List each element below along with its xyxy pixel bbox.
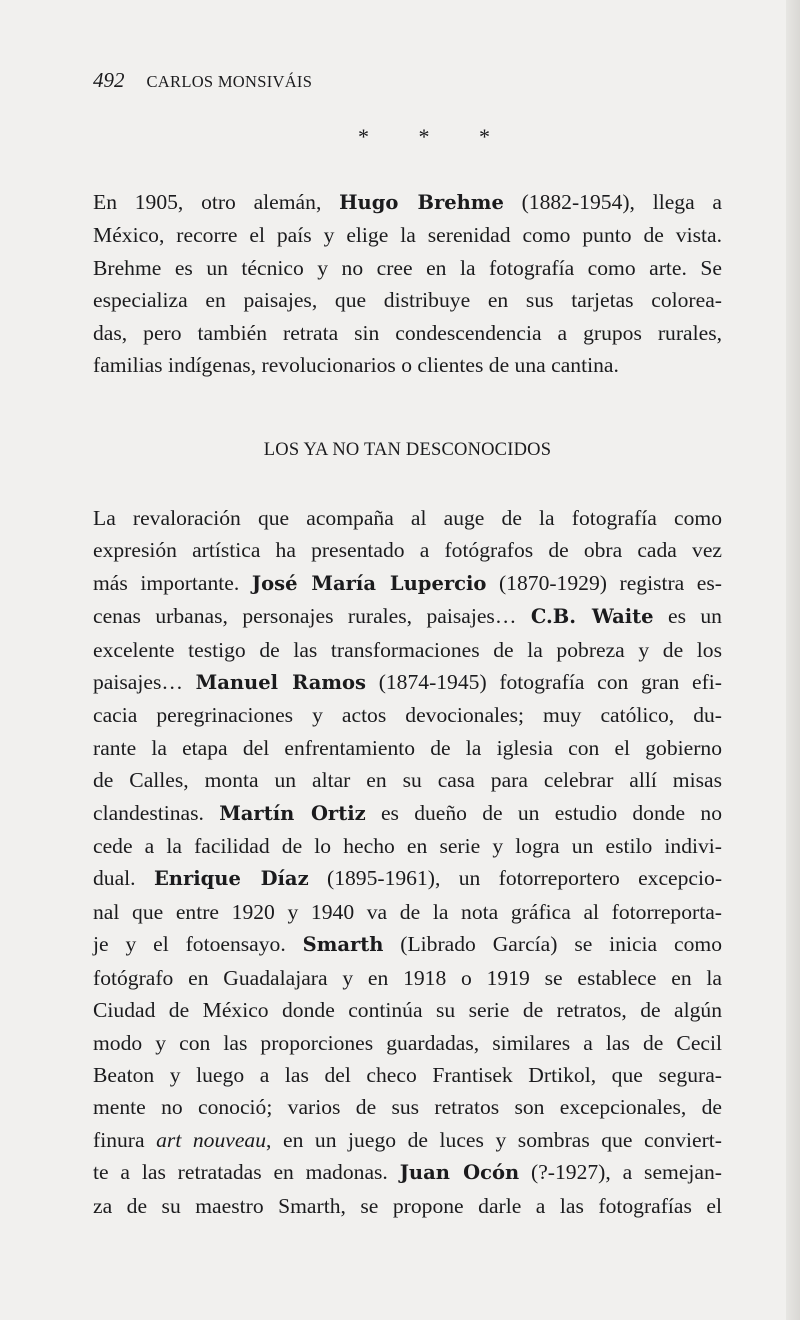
page-header [93,68,312,93]
text-run: (Librado García) se inicia como [383,932,722,957]
text-run: finura [93,1127,157,1152]
text-line [93,699,722,731]
text-run: cacia peregrinaciones y actos devocionales; muy católico, du- [93,703,722,728]
text-run: modo y con las proporciones guardadas, similares a las de Cecil [93,1030,722,1055]
text-line [93,502,722,534]
text-run: La revaloración que acompaña al auge de la fotografía como [93,506,722,530]
text-run: cenas urbanas, personajes rurales, paisajes… [93,604,531,629]
text-line [93,862,722,895]
photographer-name: Smarth [302,933,384,957]
text-line [93,1059,722,1091]
text-run: das, pero también retrata sin condescendencia a grupos rurales, [93,320,722,345]
text-run: especializa en paisajes, que distribuye en sus tarjetas colorea- [93,288,722,313]
text-line [93,219,722,251]
text-run: excelente testigo de las transformaciones de la pobreza y de los [93,637,722,662]
text-run: (1870-1929) registra es- [486,570,722,595]
photographer-name: Manuel Ramos [195,671,367,695]
text-line [93,732,722,764]
text-line [93,534,722,566]
text-run: En 1905, otro alemán, [93,190,340,214]
text-run: paisajes… [93,670,196,695]
text-line [93,666,722,699]
text-run: es dueño de un estudio donde no [365,800,722,825]
text-run: de Calles, monta un altar en su casa para celebrar allí misas [93,768,722,793]
text-run: México, recorre el país y elige la serenidad como punto de vista. [93,223,722,248]
text-run: (?-1927), a semejan- [519,1160,722,1185]
text-line [93,1190,722,1222]
text-line [93,634,722,666]
text-line [93,1027,722,1059]
text-line [93,317,722,349]
text-line [93,764,722,796]
text-run: dual. [93,866,154,891]
text-line [93,1156,722,1189]
section-heading: LOS YA NO TAN DESCONOCIDOS [263,440,552,460]
text-run: (1874-1945) fotografía con gran efi- [366,670,722,695]
page-number: 492 [93,68,125,92]
text-line [93,186,722,219]
text-run: za de su maestro Smarth, se propone darle a las fotografías el [93,1193,722,1218]
text-run: , en un juego de luces y sombras que conviert- [266,1127,722,1152]
paragraph-desconocidos [93,502,722,1222]
paragraph-brehme [93,186,722,381]
text-run: fotógrafo en Guadalajara y en 1918 o 1919 se establece en la [93,965,722,990]
text-run: cede a la facilidad de lo hecho en serie y logra un estilo indivi- [93,834,722,859]
italic-term: art nouveau [156,1127,267,1152]
text-line [93,797,722,830]
text-run: es un [653,604,722,629]
text-line [93,962,722,994]
text-line [93,252,722,284]
text-line [93,994,722,1026]
section-separator: * * * [358,124,512,149]
photographer-name: José María Lupercio [251,571,487,595]
text-run: mente no conoció; varios de sus retratos son excepcionales, de [93,1095,722,1120]
running-head: CARLOS MONSIVÁIS [146,72,313,91]
text-run: Beaton y luego a las del checo Frantisek Drtikol, que segura- [93,1062,722,1087]
text-run: (1895-1961), un fotorreportero excepcio- [308,866,723,891]
text-run: je y el fotoensayo. [93,932,303,957]
text-run: más importante. [93,570,252,595]
page-edge [786,0,800,1320]
photographer-name: C.B. Waite [530,605,654,629]
text-line [93,349,722,381]
text-run: (1882-1954), llega a [503,190,722,214]
text-run: rante la etapa del enfrentamiento de la iglesia con el gobierno [93,735,722,760]
text-line [93,830,722,862]
text-line [93,567,722,600]
text-line [93,1124,722,1156]
text-run: Ciudad de México donde continúa su serie de retratos, de algún [93,998,722,1023]
photographer-name: Enrique Díaz [153,867,309,891]
text-run: Brehme es un técnico y no cree en la fotografía como arte. Se [93,255,722,280]
text-run: nal que entre 1920 y 1940 va de la nota gráfica al fotorreporta- [93,899,722,924]
text-run: familias indígenas, revolucionarios o clientes de una cantina. [93,353,619,378]
photographer-name: Martín Ortiz [219,801,366,825]
text-run: expresión artística ha presentado a fotógrafos de obra cada vez [93,538,722,563]
text-line [93,896,722,928]
photographer-name: Juan Ocón [399,1161,520,1185]
text-line [93,928,722,961]
text-line [93,1091,722,1123]
text-run: clandestinas. [93,800,220,825]
text-run: te a las retratadas en madonas. [93,1160,400,1185]
text-line [93,600,722,633]
photographer-name: Hugo Brehme [339,191,504,214]
text-line [93,284,722,316]
